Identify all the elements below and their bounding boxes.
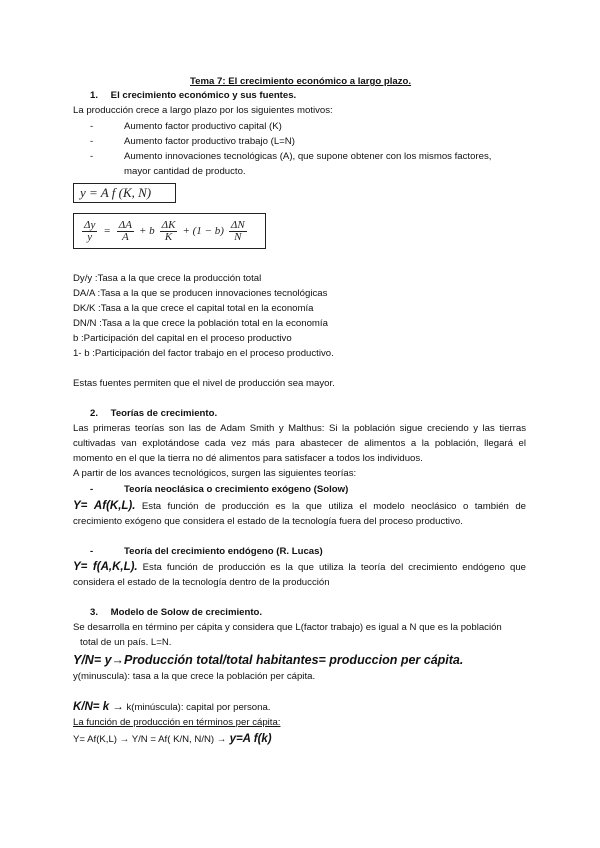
y-definition: y(minuscula): tasa a la que crece la población per cápita. — [73, 671, 316, 682]
growth-accounting-formula — [73, 213, 266, 249]
section-2-heading — [90, 408, 217, 420]
definition-line: DA/A :Tasa a la que se producen innovaciones tecnológicas — [73, 288, 328, 299]
section-1-heading — [90, 90, 296, 102]
endogenous-text-cont: considera el estado de la tecnología dentro de la producción — [73, 577, 330, 588]
solow-intro: Se desarrolla en término per cápita y considera que L(factor trabajo) es igual a N que es la población — [73, 622, 502, 633]
bullet-continuation: mayor cantidad de producto. — [124, 166, 246, 177]
section-number: 2. — [90, 408, 99, 419]
definition-line: DK/K :Tasa a la que crece el capital total en la economía — [73, 303, 314, 314]
bullet-dash: - — [90, 546, 94, 557]
bullet-dash: - — [90, 121, 94, 132]
bullet-item — [90, 121, 282, 133]
plus-b: + b — [138, 225, 155, 237]
production-function-formula: y = A f (K, N) — [73, 183, 176, 203]
k-equation-line — [73, 701, 270, 714]
section-3-heading — [90, 607, 262, 619]
equals-sign: = — [103, 225, 111, 237]
theories-intro: A partir de los avances tecnológicos, surgen las siguientes teorías: — [73, 468, 357, 479]
derivation-steps: Y= Af(K,L) → Y/N = Af( K/N, N/N) → — [73, 734, 227, 745]
per-capita-function-derivation — [73, 733, 272, 746]
neoclassical-description: Esta función de producción es la que utiliza el modelo neoclásico o también de — [135, 501, 526, 512]
bullet-item — [90, 136, 295, 148]
solow-intro-cont: total de un país. L=N. — [80, 637, 172, 648]
definition-line: b :Participación del capital en el proceso productivo — [73, 333, 292, 344]
section-title: El crecimiento económico y sus fuentes. — [110, 90, 297, 101]
per-capita-function-heading: La función de producción en términos per cápita: — [73, 717, 281, 728]
neoclassical-formula: Y= Af(K,L). — [73, 500, 136, 512]
document-title: Tema 7: El crecimiento económico a largo plazo. — [190, 76, 412, 87]
per-capita-equation: Y/N= y→Producción total/total habitantes= produccion per cápita. — [73, 653, 464, 667]
fraction-dy-y: $\frac{\Delta y}{y}$ — [84, 218, 96, 243]
subsection-title: Teoría neoclásica o crecimiento exógeno (Solow) — [124, 484, 349, 495]
bullet-text: Aumento innovaciones tecnológicas (A), que supone obtener con los mismos factores, — [124, 151, 492, 162]
neoclassical-heading — [90, 484, 348, 496]
fraction-dn-n: $\frac{\Delta N}{N}$ — [230, 218, 245, 243]
k-definition: k(minúscula): capital por persona. — [123, 702, 271, 713]
endogenous-text — [73, 561, 526, 574]
bullet-text: Aumento factor productivo capital (K) — [124, 121, 282, 132]
subsection-title: Teoría del crecimiento endógeno (R. Lucas) — [124, 546, 323, 557]
section-title: Teorías de crecimiento. — [110, 408, 218, 419]
definition-line: DN/N :Tasa a la que crece la población total en la economía — [73, 318, 328, 329]
endogenous-heading — [90, 546, 323, 558]
section-number: 1. — [90, 90, 99, 101]
paragraph-line: Las primeras teorías son las de Adam Smith y Malthus: Si la población sigue creciendo y las tierras — [73, 423, 526, 434]
section-1-closing: Estas fuentes permiten que el nivel de producción sea mayor. — [73, 378, 335, 389]
bullet-item — [90, 151, 491, 163]
definition-line: 1- b :Participación del factor trabajo en el proceso productivo. — [73, 348, 334, 359]
bullet-dash: - — [90, 136, 94, 147]
section-number: 3. — [90, 607, 99, 618]
definition-line: Dy/y :Tasa a la que crece la producción total — [73, 273, 262, 284]
endogenous-description: Esta función de producción es la que utiliza la teoría del crecimiento endógeno que — [137, 562, 526, 573]
bullet-dash: - — [90, 484, 94, 495]
section-1-intro: La producción crece a largo plazo por los siguientes motivos: — [73, 105, 333, 116]
neoclassical-text — [73, 500, 526, 513]
paragraph-line: momento en el que la tierra no dé alimentos para satisfacer a todos los individuos. — [73, 453, 423, 464]
derivation-result: y=A f(k) — [226, 733, 272, 745]
plus-one-minus-b: + (1 − b) — [182, 225, 224, 237]
fraction-da-a: $\frac{\Delta A}{A}$ — [118, 218, 132, 243]
fraction-dk-k: $\frac{\Delta K}{K}$ — [161, 218, 176, 243]
bullet-text: Aumento factor productivo trabajo (L=N) — [124, 136, 295, 147]
neoclassical-text-cont: crecimiento exógeno que considera el estado de la tecnología fuera del proceso productivo. — [73, 516, 463, 527]
endogenous-formula: Y= f(A,K,L). — [73, 561, 138, 573]
section-title: Modelo de Solow de crecimiento. — [110, 607, 263, 618]
bullet-dash: - — [90, 151, 94, 162]
paragraph-line: cultivadas van explotándose cada vez más para abastecer de alimentos a la población, llegará el — [73, 438, 526, 449]
k-equation: K/N= k → — [73, 701, 124, 713]
